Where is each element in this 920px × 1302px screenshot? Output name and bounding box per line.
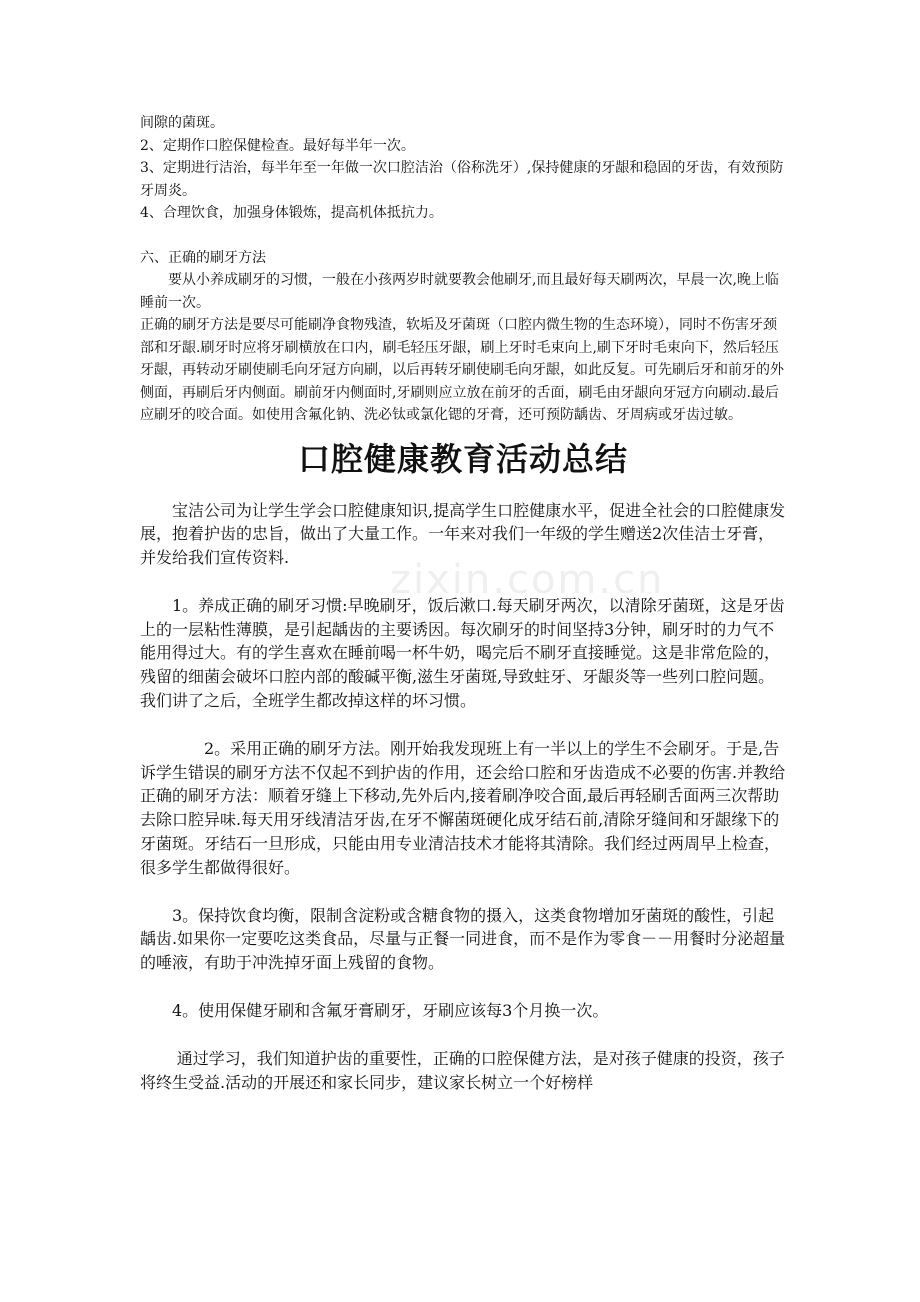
- item-1-paragraph: 1。养成正确的刷牙习惯:早晚刷牙，饭后漱口.每天刷牙两次，以清除牙菌斑，这是牙齿上的一层粘性薄膜，是引起龋齿的主要诱因。每次刷牙的时间坚持3分钟，刷牙时的力气不能用得过大。有的学生喜欢在睡前喝一杯牛奶，喝完后不刷牙直接睡觉。这是非常危险的，残留的细菌会破坏口腔内部的酸碱平衡,滋生牙菌斑,导致蛀牙、牙龈炎等一些列口腔问题。我们讲了之后，全班学生都改掉这样的坏习惯。: [140, 595, 785, 711]
- item-3-paragraph: 3。保持饮食均衡，限制含淀粉或含糖食物的摄入，这类食物增加牙菌斑的酸性，引起龋齿.如果你一定要吃这类食品，尽量与正餐一同进食，而不是作为零食－－用餐时分泌超量的唾液，有助于冲洗掉牙面上残留的食物。: [140, 905, 786, 973]
- spacer: [140, 880, 786, 904]
- spacer: [140, 975, 786, 999]
- list-line-1: 间隙的菌斑。: [140, 115, 224, 131]
- spacer: [140, 225, 786, 247]
- document-title: 口腔健康教育活动总结: [297, 439, 628, 478]
- section-heading: 六、正确的刷牙方法: [140, 249, 266, 266]
- list-line-4: 4、合理饮食，加强身体锻炼，提高机体抵抗力。: [140, 205, 443, 221]
- watermark: zixin.com.cn: [390, 557, 665, 603]
- spacer: [140, 1023, 786, 1047]
- intro-paragraph: 宝洁公司为让学生学会口腔健康知识,提高学生口腔健康水平，促进全社会的口腔健康发展，抱着护齿的忠旨，做出了大量工作。一年来对我们一年级的学生赠送2次佳洁士牙膏，并发给我们宣传资料.: [140, 500, 786, 568]
- list-line-2: 2、定期作口腔保健检查。最好每半年一次。: [140, 137, 415, 154]
- item-2-paragraph: 2。采用正确的刷牙方法。刚开始我发现班上有一半以上的学生不会刷牙。于是,告诉学生错误的刷牙方法不仅起不到护齿的作用，还会给口腔和牙齿造成不必要的伤害.并教给正确的刷牙方法：顺着牙缝上下移动,先外后内,接着刷净咬合面,最后再轻刷舌面两三次帮助去除口腔异味.每天用牙线清洁牙齿,在牙不懈菌斑硬化成牙结石前,清除牙缝间和牙龈缘下的牙菌斑。牙结石一旦形成，只能由用专业清洁技术才能将其清除。我们经过两周早上检查，很多学生都做得很好。: [140, 738, 786, 877]
- spacer: [140, 713, 786, 737]
- spacer: [140, 570, 786, 594]
- conclusion-paragraph: 通过学习，我们知道护齿的重要性，正确的口腔保健方法，是对孩子健康的投资，孩子将终生受益.活动的开展还和家长同步，建议家长树立一个好榜样: [140, 1048, 785, 1092]
- brushing-paragraph-1: 要从小养成刷牙的习惯，一般在小孩两岁时就要教会他刷牙,而且最好每天刷两次，早晨一次,晚上临睡前一次。: [140, 272, 779, 311]
- top-section: [140, 112, 786, 427]
- list-line-3: 3、定期进行洁治，每半年至一年做一次口腔洁治（俗称洗牙）,保持健康的牙龈和稳固的牙齿，有效预防牙周炎。: [140, 160, 784, 199]
- item-4-paragraph: 4。使用保健牙刷和含氟牙膏刷牙，牙刷应该每3个月换一次。: [172, 1001, 609, 1021]
- document-page: [140, 112, 786, 1094]
- summary-body: [140, 499, 786, 1095]
- brushing-paragraph-2: 正确的刷牙方法是要尽可能刷净食物残渣，软垢及牙菌斑（口腔内微生物的生态环境），同时不伤害牙颈部和牙龈.刷牙时应将牙刷横放在口内，刷毛轻压牙龈，刷上牙时毛束向上,刷下牙时毛束向下，然后轻压牙龈，再转动牙刷使刷毛向牙冠方向刷，以后再转牙刷使刷毛向牙龈，如此反复。可先刷后牙和前牙的外侧面，再刷后牙内侧面。刷前牙内侧面时,牙刷则应立放在前牙的舌面，刷毛由牙龈向牙冠方向刷动.最后应刷牙的咬合面。如使用含氟化钠、洗必钛或氯化锶的牙膏，还可预防龋齿、牙周病或牙齿过敏。: [140, 317, 784, 423]
